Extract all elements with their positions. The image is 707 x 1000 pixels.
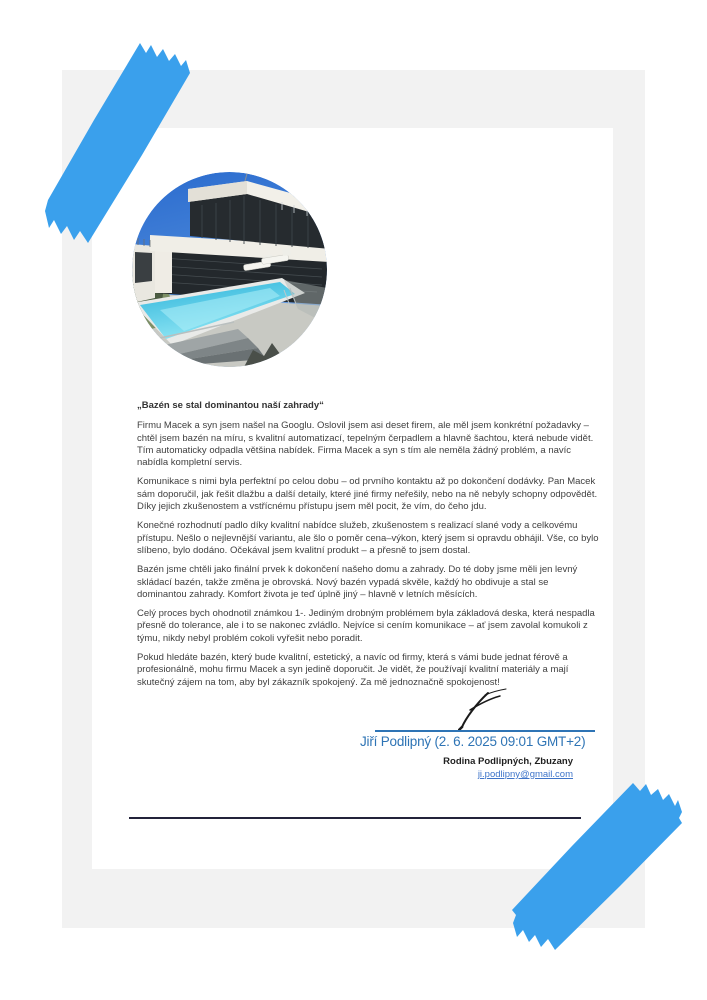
handwritten-signature-scribble bbox=[458, 686, 512, 734]
house-pool-photo-image bbox=[132, 172, 327, 367]
house-pool-photo bbox=[132, 172, 327, 367]
letter-body bbox=[137, 400, 600, 696]
letter-paper bbox=[92, 128, 613, 869]
testimonial-paragraph: Celý proces bych ohodnotil známkou 1-. Jediným drobným problémem byla základová deska, která nespadla přesně do tolerance, ale i to se nakonec zvládlo. Nejvíce si cením komunikace – ať jsem zavolal komukoli z týmu, nikdy nebyl problém cokoli vyřešit nebo poradit. bbox=[137, 608, 595, 644]
signer-email-link[interactable]: ji.podlipny@gmail.com bbox=[477, 769, 573, 780]
testimonial-paragraph: Firmu Macek a syn jsem našel na Googlu. Oslovil jsem asi deset firem, ale měl jsem konkrétní požadavky – chtěl jsem bazén na míru, s kvalitní automatizací, tepelným čerpadlem a hlavně šachtou, která nebude vidět. Tím automaticky odpadla většina nabídek. Firma Macek a syn s tím ale neměla žádný problém, a navíc nabídla kompletní servis. bbox=[137, 420, 594, 469]
testimonial-heading: „Bazén se stal dominantou naší zahrady“ bbox=[137, 400, 324, 411]
signer-family: Rodina Podlipných, Zbuzany bbox=[443, 756, 573, 767]
testimonial-card bbox=[62, 70, 645, 928]
testimonial-paragraph: Bazén jsme chtěli jako finální prvek k dokončení našeho domu a zahrady. Do té doby jsme měli jen levný skládací bazén, takže změna je obrovská. Nový bazén vypadá skvěle, každý ho obdivuje a stal se dominantou zahrady. Komfort života je teď úplně jiný – hlavně v letních měsících. bbox=[137, 564, 578, 600]
testimonial-paragraph: Komunikace s nimi byla perfektní po celou dobu – od prvního kontaktu až po dokončení dodávky. Pan Macek sám doporučil, jak řešit dlažbu a další detaily, které jiné firmy neřešily, nebo na ně nebyly schopny odpovědět. Díky jejich zkušenostem a vstřícnému přístupu jsem měl pocit, že vím, do čeho jdu. bbox=[137, 476, 598, 513]
footer-divider bbox=[129, 817, 581, 819]
signature-divider bbox=[375, 730, 595, 732]
signer-name-date: Jiří Podlipný (2. 6. 2025 09:01 GMT+2) bbox=[360, 734, 586, 749]
testimonial-paragraph: Konečné rozhodnutí padlo díky kvalitní nabídce služeb, zkušenostem s realizací slané vody a celkovému přístupu. Nešlo o nejlevnější variantu, ale šlo o poměr cena–výkon, který jsem si opravdu obhájil. Vše, co bylo slíbeno, bylo dodáno. Očekával jsem kvalitní produkt – a přesně to jsem dostal. bbox=[137, 520, 599, 556]
testimonial-paragraph: Pokud hledáte bazén, který bude kvalitní, estetický, a navíc od firmy, která s vámi bude jednat férově a profesionálně, mohu firmu Macek a syn jedině doporučit. Je vidět, že používají kvalitní materiály a mají skutečný zájem na tom, aby byl zákazník spokojený. Za mě jednoznačně spokojenost! bbox=[137, 652, 569, 688]
